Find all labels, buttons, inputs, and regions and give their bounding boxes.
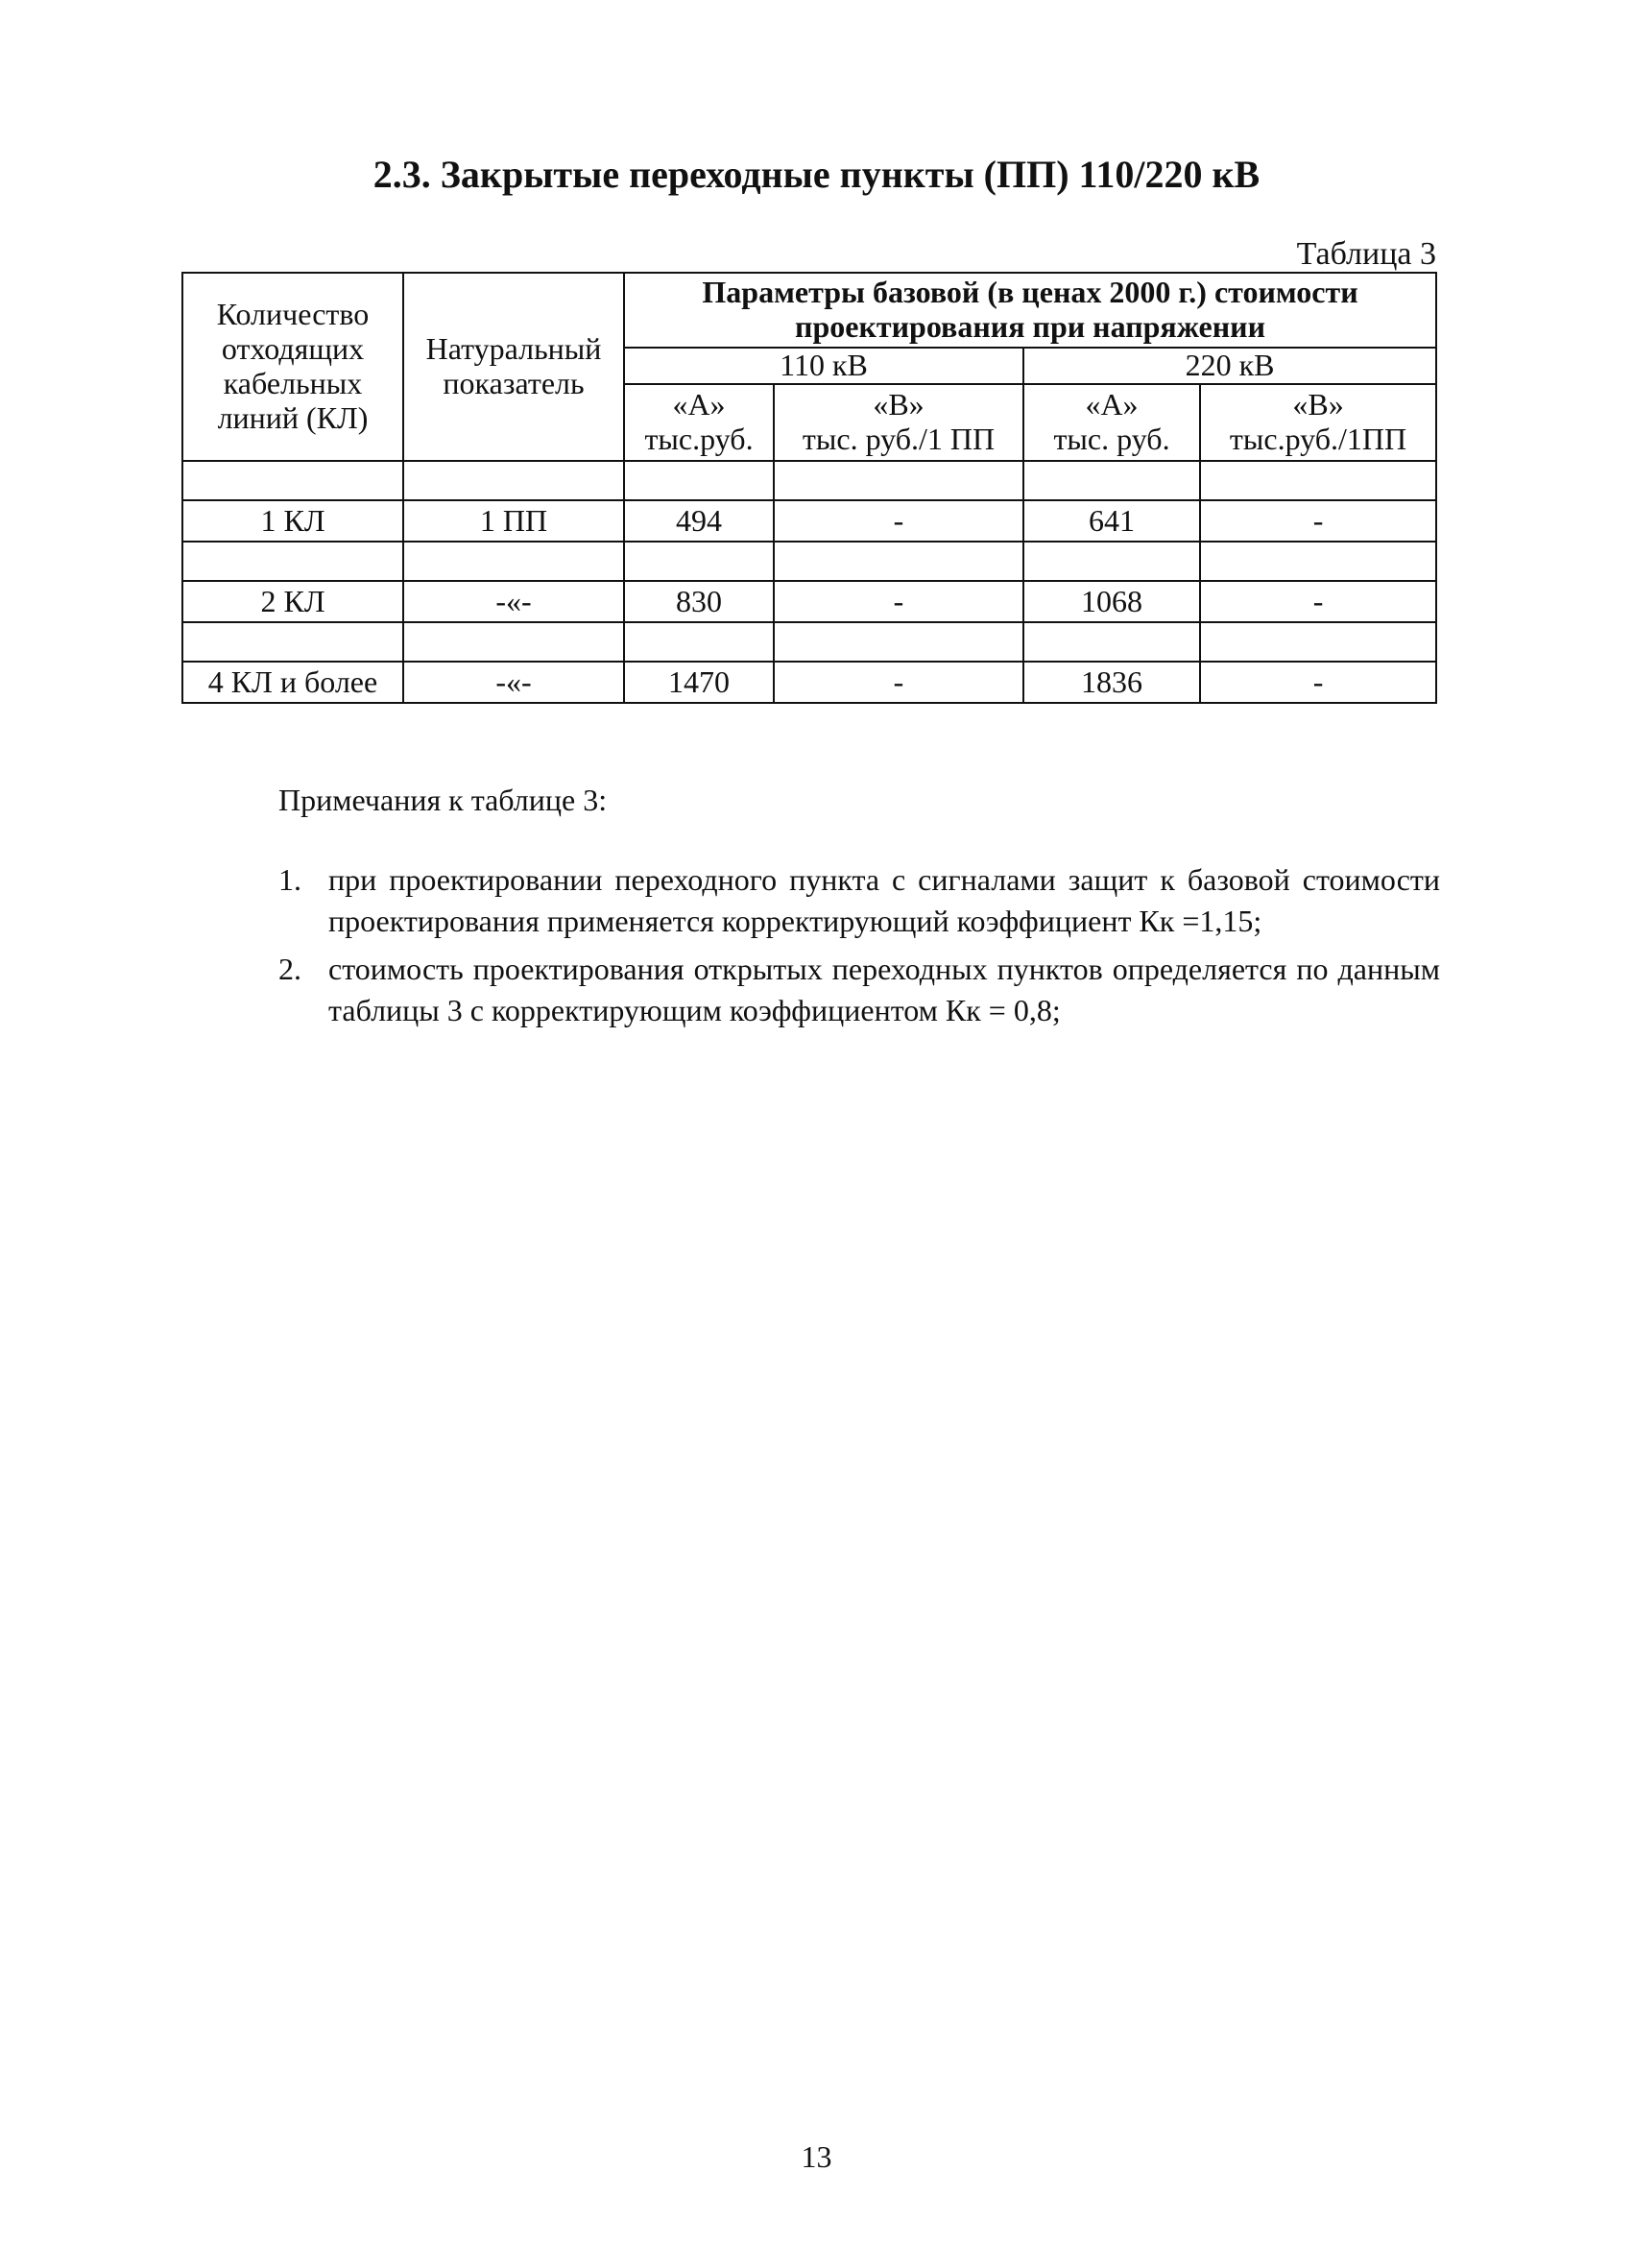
cell-lines: 1 КЛ: [182, 500, 403, 542]
cell-lines: 4 КЛ и более: [182, 662, 403, 703]
cell-a220: 1836: [1023, 662, 1200, 703]
notes-title: Примечания к таблице 3:: [278, 783, 608, 817]
cell-indicator: 1 ПП: [403, 500, 624, 542]
cell-a110: 494: [624, 500, 774, 542]
note-item: [278, 949, 1440, 1031]
header-220kv: 220 кВ: [1023, 348, 1436, 384]
header-b-110: «В» тыс. руб./1 ПП: [774, 384, 1023, 461]
table-caption: Таблица 3: [1296, 236, 1436, 272]
cell-b110: -: [774, 662, 1023, 703]
header-natural-indicator: Натуральный показатель: [403, 273, 624, 461]
cell-b220: -: [1200, 581, 1436, 622]
table-row: [182, 662, 1436, 703]
note-text: стоимость проектирования открытых переходных пунктов определяется по данным таблицы 3 с корректирующим коэффициентом Кк = 0,8;: [328, 951, 1440, 1027]
note-number: 2.: [278, 951, 301, 986]
header-a-110: «А» тыс.руб.: [624, 384, 774, 461]
cell-a220: 1068: [1023, 581, 1200, 622]
header-a-220: «А» тыс. руб.: [1023, 384, 1200, 461]
cell-lines: 2 КЛ: [182, 581, 403, 622]
section-title: 2.3. Закрытые переходные пункты (ПП) 110/220 кВ: [372, 153, 1261, 196]
note-item: [278, 859, 1440, 942]
note-number: 1.: [278, 862, 301, 898]
table-row: [182, 581, 1436, 622]
header-b-220: «В» тыс.руб./1ПП: [1200, 384, 1436, 461]
cell-indicator: -«-: [403, 662, 624, 703]
cell-b110: -: [774, 500, 1023, 542]
cell-a110: 830: [624, 581, 774, 622]
cell-a220: 641: [1023, 500, 1200, 542]
cell-b110: -: [774, 581, 1023, 622]
cost-table: [181, 272, 1437, 704]
header-lines-count: Количество отходящих кабельных линий (КЛ): [182, 273, 403, 461]
page-number: 13: [801, 2139, 832, 2174]
cell-indicator: -«-: [403, 581, 624, 622]
cell-a110: 1470: [624, 662, 774, 703]
cell-b220: -: [1200, 662, 1436, 703]
header-110kv: 110 кВ: [624, 348, 1023, 384]
table-row: [182, 500, 1436, 542]
header-parameters: Параметры базовой (в ценах 2000 г.) стоимости проектирования при напряжении: [624, 273, 1436, 348]
table-notes: [278, 780, 1440, 1037]
note-text: при проектировании переходного пункта с сигналами защит к базовой стоимости проектирования применяется корректирующий коэффициент Кк =1,15;: [328, 862, 1440, 939]
cell-b220: -: [1200, 500, 1436, 542]
